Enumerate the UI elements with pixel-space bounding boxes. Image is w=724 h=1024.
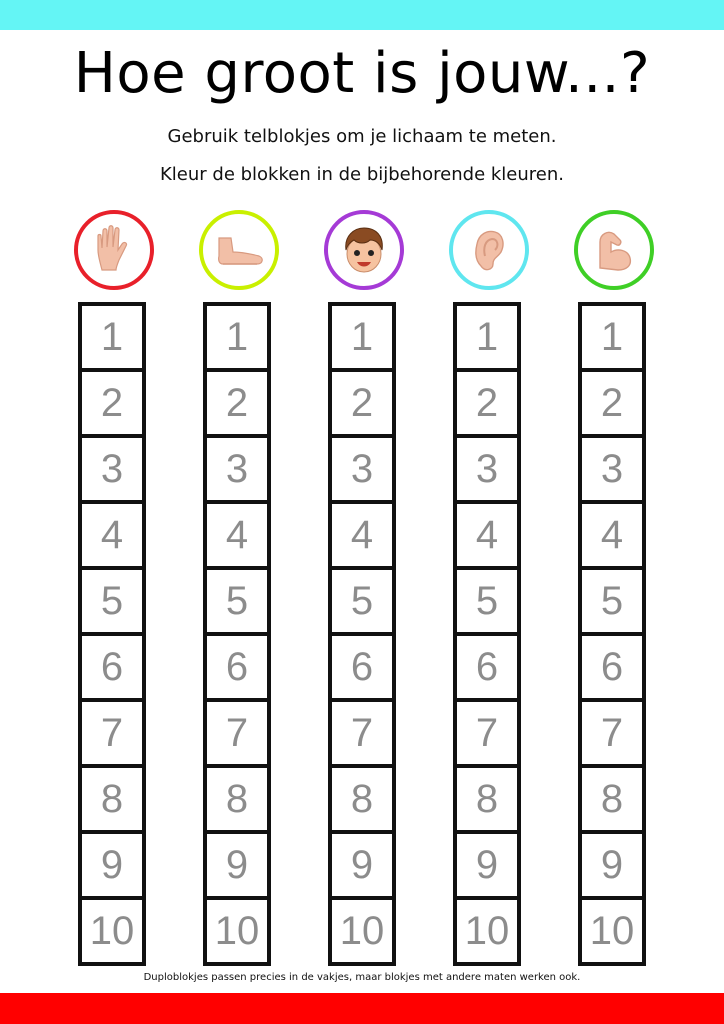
- number-cell: 5: [78, 568, 146, 634]
- number-cell: 9: [453, 832, 521, 898]
- number-cell: 3: [203, 436, 271, 502]
- number-cell: 9: [78, 832, 146, 898]
- number-cell: 2: [203, 370, 271, 436]
- number-cell: 2: [78, 370, 146, 436]
- number-cell: 10: [203, 898, 271, 966]
- number-cell: 1: [78, 302, 146, 370]
- number-cell: 7: [453, 700, 521, 766]
- number-stack: [453, 302, 517, 966]
- number-stack: [78, 302, 142, 966]
- arm-icon: [574, 210, 654, 290]
- number-cell: 6: [453, 634, 521, 700]
- number-cell: 8: [578, 766, 646, 832]
- number-cell: 4: [578, 502, 646, 568]
- number-cell: 6: [578, 634, 646, 700]
- number-cell: 3: [78, 436, 146, 502]
- number-cell: 3: [578, 436, 646, 502]
- number-cell: 8: [203, 766, 271, 832]
- number-cell: 10: [453, 898, 521, 966]
- page-title: Hoe groot is jouw...?: [73, 41, 651, 106]
- number-cell: 2: [328, 370, 396, 436]
- number-stack: [203, 302, 267, 966]
- ear-icon: [449, 210, 529, 290]
- number-cell: 8: [328, 766, 396, 832]
- number-cell: 6: [78, 634, 146, 700]
- number-cell: 7: [578, 700, 646, 766]
- top-color-bar: [0, 0, 724, 30]
- number-cell: 4: [203, 502, 271, 568]
- number-cell: 7: [203, 700, 271, 766]
- number-cell: 6: [203, 634, 271, 700]
- measurement-columns: [0, 210, 724, 970]
- number-cell: 9: [203, 832, 271, 898]
- foot-icon: [199, 210, 279, 290]
- number-cell: 2: [578, 370, 646, 436]
- instruction-line-2: Kleur de blokken in de bijbehorende kleuren.: [159, 164, 564, 185]
- number-cell: 1: [578, 302, 646, 370]
- number-cell: 1: [453, 302, 521, 370]
- number-cell: 7: [328, 700, 396, 766]
- number-cell: 6: [328, 634, 396, 700]
- number-cell: 4: [328, 502, 396, 568]
- number-stack: [578, 302, 642, 966]
- hand-icon: [74, 210, 154, 290]
- number-cell: 5: [453, 568, 521, 634]
- number-cell: 5: [578, 568, 646, 634]
- number-cell: 10: [78, 898, 146, 966]
- footnote: Duploblokjes passen precies in de vakjes, maar blokjes met andere maten werken ook.: [143, 972, 581, 983]
- number-cell: 8: [78, 766, 146, 832]
- number-cell: 3: [453, 436, 521, 502]
- number-cell: 5: [203, 568, 271, 634]
- number-cell: 8: [453, 766, 521, 832]
- instruction-line-1: Gebruik telblokjes om je lichaam te meten.: [167, 126, 557, 147]
- number-cell: 9: [578, 832, 646, 898]
- number-cell: 4: [453, 502, 521, 568]
- number-cell: 3: [328, 436, 396, 502]
- number-stack: [328, 302, 392, 966]
- number-cell: 2: [453, 370, 521, 436]
- number-cell: 9: [328, 832, 396, 898]
- head-icon: [324, 210, 404, 290]
- number-cell: 1: [328, 302, 396, 370]
- bottom-color-bar: [0, 993, 724, 1024]
- number-cell: 4: [78, 502, 146, 568]
- number-cell: 10: [328, 898, 396, 966]
- number-cell: 10: [578, 898, 646, 966]
- number-cell: 7: [78, 700, 146, 766]
- number-cell: 5: [328, 568, 396, 634]
- number-cell: 1: [203, 302, 271, 370]
